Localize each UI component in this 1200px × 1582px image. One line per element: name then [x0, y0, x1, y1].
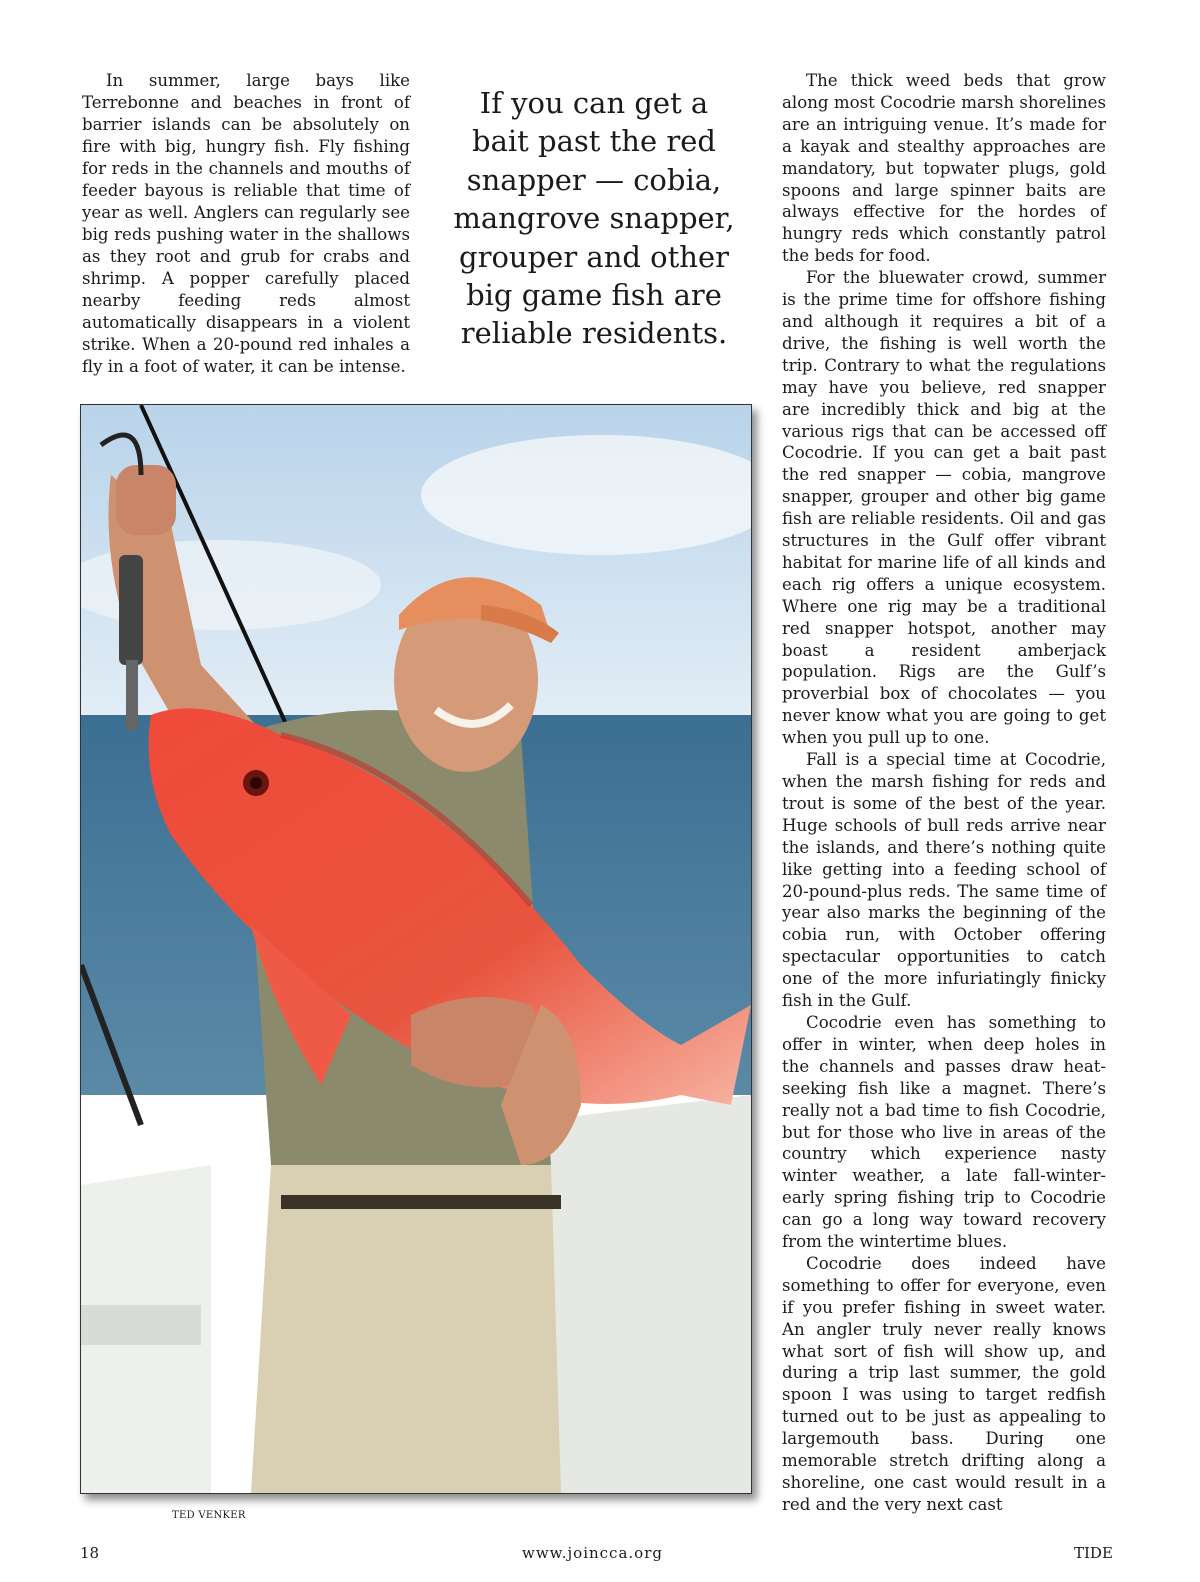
- right-paragraph-5: Cocodrie does indeed have something to offer for everyone, even if you prefer fishing in sweet water. An angler truly never really knows what sort of fish will show up, and during a trip last summer, the gold spoon I was using to target redfish turned out to be just as appealing to largemouth bass. During one memorable stretch drifting along a shoreline, one cast would result in a red and the very next cast: [782, 1253, 1106, 1514]
- right-paragraph-3: Fall is a special time at Cocodrie, when the marsh fishing for reds and trout is some of the best of the year. Huge schools of bull reds arrive near the islands, and there’s nothing quite like getting into a feeding school of 20-pound-plus reds. The same time of year also marks the beginning of the cobia run, with October offering spectacular opportunities to catch one of the more infuriatingly finicky fish in the Gulf.: [782, 750, 1106, 1011]
- right-paragraph-2: For the bluewater crowd, summer is the prime time for offshore fishing and although it requires a bit of a drive, the fishing is well worth the trip. Contrary to what the regulations may have you believe, red snapper are incredibly thick and big at the various rigs that can be accessed off Cocodrie. If you can get a bait past the red snapper — cobia, mangrove snapper, grouper and other big game fish are reliable residents. Oil and gas structures in the Gulf offer vibrant habitat for marine life of all kinds and each rig offers a unique ecosystem. Where one rig may be a traditional red snapper hotspot, another may boast a resident amberjack population. Rigs are the Gulf’s proverbial box of chocolates — you never know what you are going to get when you pull up to one.: [782, 268, 1106, 748]
- photo-credit: TED VENKER: [172, 1510, 246, 1521]
- footer-url[interactable]: www.joincca.org: [522, 1544, 663, 1562]
- photo-illustration: [81, 405, 751, 1493]
- right-paragraph-4: Cocodrie even has something to offer in winter, when deep holes in the channels and passes draw heat-seeking fish like a magnet. There’s really not a bad time to fish Cocodrie, but for those who live in areas of the country which experience nasty winter weather, a late fall-winter-early spring fishing trip to Cocodrie can go a long way toward recovery from the wintertime blues.: [782, 1012, 1106, 1252]
- right-paragraph-1: The thick weed beds that grow along most Cocodrie marsh shorelines are an intriguing venue. It’s made for a kayak and stealthy approaches are mandatory, but topwater plugs, gold spoons and large spinner baits are always effective for the hordes of hungry reds which constantly patrol the beds for food.: [782, 71, 1106, 266]
- right-column: [782, 70, 1106, 1516]
- page-number: 18: [80, 1544, 100, 1562]
- left-paragraph-1: In summer, large bays like Terrebonne and beaches in front of barrier islands can be absolutely on fire with big, hungry fish. Fly fishing for reds in the channels and mouths of feeder bayous is reliable that time of year as well. Anglers can regularly see big reds pushing water in the shallows as they root and grub for crabs and shrimp. A popper carefully placed nearby feeding reds almost automatically disappears in a violent strike. When a 20-pound red inhales a fly in a foot of water, it can be intense.: [82, 71, 410, 376]
- left-column: [82, 70, 410, 378]
- pull-quote: If you can get a bait past the red snapper — cobia, mangrove snapper, grouper and other big game fish are reliable residents.: [453, 86, 735, 351]
- angler-red-snapper-photo: [80, 404, 752, 1494]
- magazine-name: TIDE: [1074, 1544, 1113, 1562]
